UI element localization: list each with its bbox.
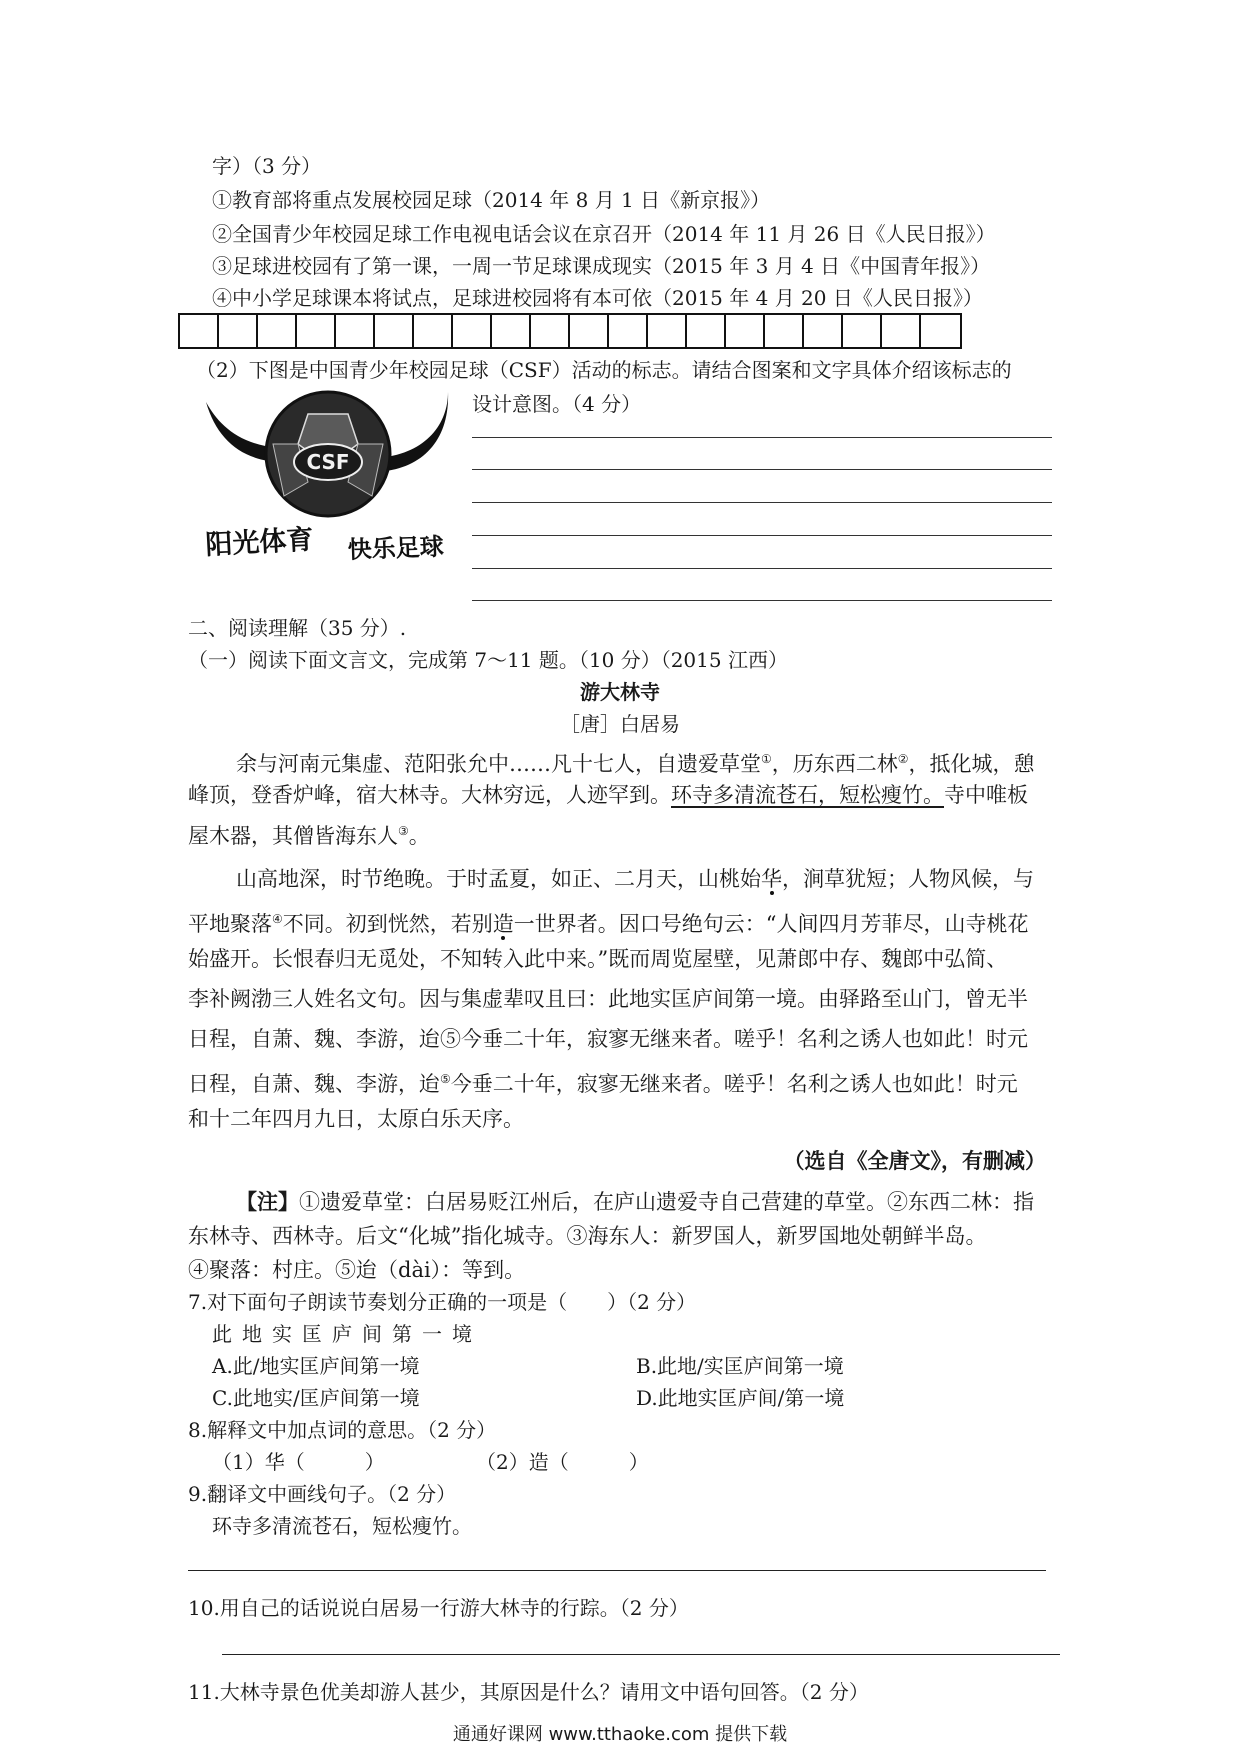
passage-line: 山高地深，时节绝晚。于时孟夏，如正、二月天，山桃始华，涧草犹短；人物风候，与 <box>236 867 1034 891</box>
passage-line: 李补阙渤三人姓名文句。因与集虚辈叹且曰：此地实匡庐间第一境。由驿路至山门，曾无半 <box>188 987 1028 1011</box>
q9-sentence: 环寺多清流苍石，短松瘦竹。 <box>212 1514 472 1538</box>
answer-line[interactable] <box>472 535 1052 536</box>
q7-option-b[interactable]: B.此地/实匡庐间第一境 <box>636 1354 844 1378</box>
q7-sentence: 此地实匡庐间第一境 <box>212 1322 482 1346</box>
q10-stem: 10.用自己的话说说白居易一行游大林寺的行踪。（2 分） <box>188 1596 689 1620</box>
grid-cell[interactable] <box>375 315 414 347</box>
passage-line: 平地聚落④不同。初到恍然，若别造一世界者。因口号绝句云：“人间四月芳菲尽，山寺桃花 <box>188 912 1029 936</box>
headline-1: ①教育部将重点发展校园足球（2014 年 8 月 1 日《新京报》） <box>212 188 771 212</box>
footer-credit: 通通好课网 www.tthaoke.com 提供下载 <box>452 1724 788 1745</box>
grid-cell[interactable] <box>726 315 765 347</box>
grid-cell[interactable] <box>258 315 297 347</box>
passage-line: 余与河南元集虚、范阳张允中……凡十七人，自遗爱草堂①，历东西二林②，抵化城，憩 <box>236 752 1035 776</box>
grid-cell[interactable] <box>609 315 648 347</box>
grid-cell[interactable] <box>219 315 258 347</box>
q8-blank-2[interactable]: （2）造（ ） <box>476 1450 649 1474</box>
headline-3: ③足球进校园有了第一课，一周一节足球课成现实（2015 年 3 月 4 日《中国青年报》） <box>212 254 991 278</box>
q6-2-prompt-line1: （2）下图是中国青少年校园足球（CSF）活动的标志。请结合图案和文字具体介绍该标志的 <box>196 358 1012 382</box>
notes-line-1: 【注】①遗爱草堂：白居易贬江州后，在庐山遗爱寺自己营建的草堂。②东西二林：指 <box>236 1189 1034 1214</box>
grid-cell[interactable] <box>804 315 843 347</box>
passage-line: 屋木器，其僧皆海东人③。 <box>188 824 430 848</box>
grid-cell[interactable] <box>648 315 687 347</box>
grid-cell[interactable] <box>336 315 375 347</box>
grid-cell[interactable] <box>882 315 921 347</box>
passage-line: 日程，自萧、魏、李游，迨⑤今垂二十年，寂寥无继来者。嗟乎！名利之诱人也如此！时元 <box>188 1027 1028 1051</box>
grid-cell[interactable] <box>180 315 219 347</box>
csf-logo-image <box>198 384 458 584</box>
dotted-word-zao: 造 <box>492 912 514 936</box>
notes-line-2: 东林寺、西林寺。后文“化城”指化城寺。③海东人：新罗国人，新罗国地处朝鲜半岛。 <box>188 1224 987 1248</box>
passage-line: 日程，自萧、魏、李游，迨⑤今垂二十年，寂寥无继来者。嗟乎！名利之诱人也如此！时元 <box>188 1072 1018 1096</box>
q7-option-a[interactable]: A.此/地实匡庐间第一境 <box>212 1354 420 1378</box>
grid-cell[interactable] <box>453 315 492 347</box>
passage-line: 峰顶，登香炉峰，宿大林寺。大林穷远，人迹罕到。环寺多清流苍石，短松瘦竹。寺中唯板 <box>188 783 1028 807</box>
q8-blank-1[interactable]: （1）华（ ） <box>212 1450 385 1474</box>
q6-tail: 字）（3 分） <box>212 154 322 178</box>
grid-cell[interactable] <box>414 315 453 347</box>
section-heading: 二、阅读理解（35 分）. <box>188 616 407 640</box>
q7-option-c[interactable]: C.此地实/匡庐间第一境 <box>212 1386 420 1410</box>
grid-cell[interactable] <box>531 315 570 347</box>
passage-source: （选自《全唐文》，有删减） <box>783 1148 1046 1173</box>
logo-slogan-1: 阳光体育 <box>204 524 315 561</box>
poem-title: 游大林寺 <box>580 680 660 704</box>
q8-stem: 8.解释文中加点词的意思。（2 分） <box>188 1418 497 1442</box>
grid-cell[interactable] <box>492 315 531 347</box>
logo-csf-text: CSF <box>306 450 350 474</box>
poem-author: ［唐］白居易 <box>560 712 680 736</box>
answer-grid[interactable] <box>178 313 962 349</box>
headline-2: ②全国青少年校园足球工作电视电话会议在京召开（2014 年 11 月 26 日《人民日报》） <box>212 222 996 246</box>
grid-cell[interactable] <box>921 315 960 347</box>
q6-2-prompt-line2: 设计意图。（4 分） <box>472 392 642 416</box>
answer-line[interactable] <box>472 437 1052 438</box>
grid-cell[interactable] <box>570 315 609 347</box>
passage-line: 和十二年四月九日，太原白乐天序。 <box>188 1107 524 1131</box>
q10-answer-line[interactable] <box>222 1654 1060 1655</box>
grid-cell[interactable] <box>843 315 882 347</box>
underlined-sentence: 环寺多清流苍石，短松瘦竹。 <box>671 783 944 807</box>
logo-slogan-2: 快乐足球 <box>347 531 445 564</box>
notes-line-3: ④聚落：村庄。⑤迨（dài）：等到。 <box>188 1258 526 1282</box>
answer-line[interactable] <box>472 469 1052 470</box>
q7-stem: 7.对下面句子朗读节奏划分正确的一项是（ ）（2 分） <box>188 1290 697 1314</box>
grid-cell[interactable] <box>687 315 726 347</box>
answer-line[interactable] <box>472 600 1052 601</box>
answer-line[interactable] <box>472 502 1052 503</box>
passage-line: 始盛开。长恨春归无觅处，不知转入此中来。”既而周览屋壁，见萧郎中存、魏郎中弘简、 <box>188 947 1008 971</box>
grid-cell[interactable] <box>765 315 804 347</box>
dotted-word-hua: 华 <box>761 867 782 891</box>
q9-answer-line[interactable] <box>188 1570 1046 1571</box>
q7-option-d[interactable]: D.此地实匡庐间/第一境 <box>636 1386 845 1410</box>
q9-stem: 9.翻译文中画线句子。（2 分） <box>188 1482 457 1506</box>
grid-cell[interactable] <box>297 315 336 347</box>
answer-line[interactable] <box>472 568 1052 569</box>
headline-4: ④中小学足球课本将试点，足球进校园将有本可依（2015 年 4 月 20 日《人民日报》） <box>212 286 983 310</box>
part-heading: （一）阅读下面文言文，完成第 7～11 题。（10 分）（2015 江西） <box>188 648 788 672</box>
q11-stem: 11.大林寺景色优美却游人甚少，其原因是什么？请用文中语句回答。（2 分） <box>188 1680 869 1704</box>
